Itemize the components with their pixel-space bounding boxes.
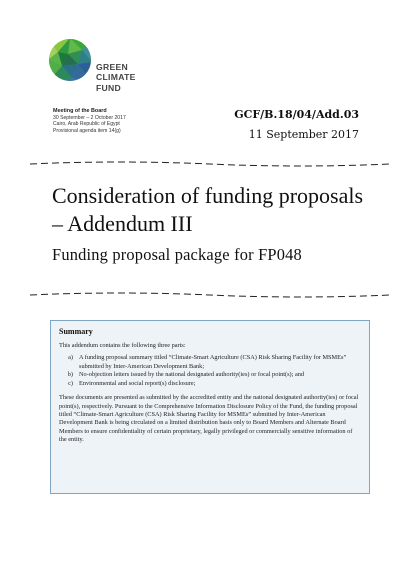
list-item-label: a): [68, 354, 73, 362]
summary-heading: Summary: [59, 327, 93, 336]
dashed-separator: [30, 160, 390, 168]
list-item-text: Environmental and social report(s) disclosure;: [79, 380, 196, 388]
green-climate-fund-globe-icon: [48, 38, 92, 82]
summary-box: [50, 320, 370, 494]
list-item-label: c): [68, 380, 73, 388]
meeting-info: [53, 108, 126, 134]
list-item: [59, 354, 361, 371]
summary-paragraph: These documents are presented as submitted by the accredited entity and the national designated authority(ies) or focal point(s), respectively. Pursuant to the Comprehensive Information Disclosure Policy of the Fund, the funding proposal titled “Climate-Smart Agriculture (CSA) Risk Sharing Facility for MSMEs” submitted by Inter-American Development Bank is being circulated on a limited distribution basis only to Board Members and Alternate Board Members to ensure confidentiality of certain proprietary, legally privileged or commercially sensitive information of the entity.: [59, 394, 359, 443]
document-date: 11 September 2017: [248, 128, 359, 141]
meeting-dates: 30 September – 2 October 2017: [53, 115, 126, 121]
list-item-text: A funding proposal summary titled “Climate-Smart Agriculture (CSA) Risk Sharing Facility for MSMEs” submitted by Inter-American Development Bank;: [79, 354, 347, 370]
document-id: GCF/B.18/04/Add.03: [234, 108, 359, 121]
list-item: [59, 371, 361, 379]
meeting-title: Meeting of the Board: [53, 108, 107, 114]
summary-list: [59, 354, 361, 388]
page-subtitle: Funding proposal package for FP048: [52, 245, 302, 264]
brand-wordmark: [96, 62, 136, 93]
page-title: Consideration of funding proposals – Addendum III: [52, 183, 364, 236]
list-item-label: b): [67, 371, 73, 379]
brand-line: CLIMATE: [96, 72, 136, 83]
brand-line: FUND: [96, 82, 122, 93]
brand-line: GREEN: [96, 62, 129, 72]
meeting-agenda: Provisional agenda item 14(g): [53, 127, 121, 134]
dashed-separator: [30, 291, 390, 299]
list-item-text: No-objection letters issued by the national designated authority(ies) or focal point(s); and: [79, 371, 305, 379]
summary-intro: This addendum contains the following three parts:: [59, 342, 186, 349]
list-item: [59, 380, 361, 388]
meeting-location: Cairo, Arab Republic of Egypt: [53, 121, 120, 128]
